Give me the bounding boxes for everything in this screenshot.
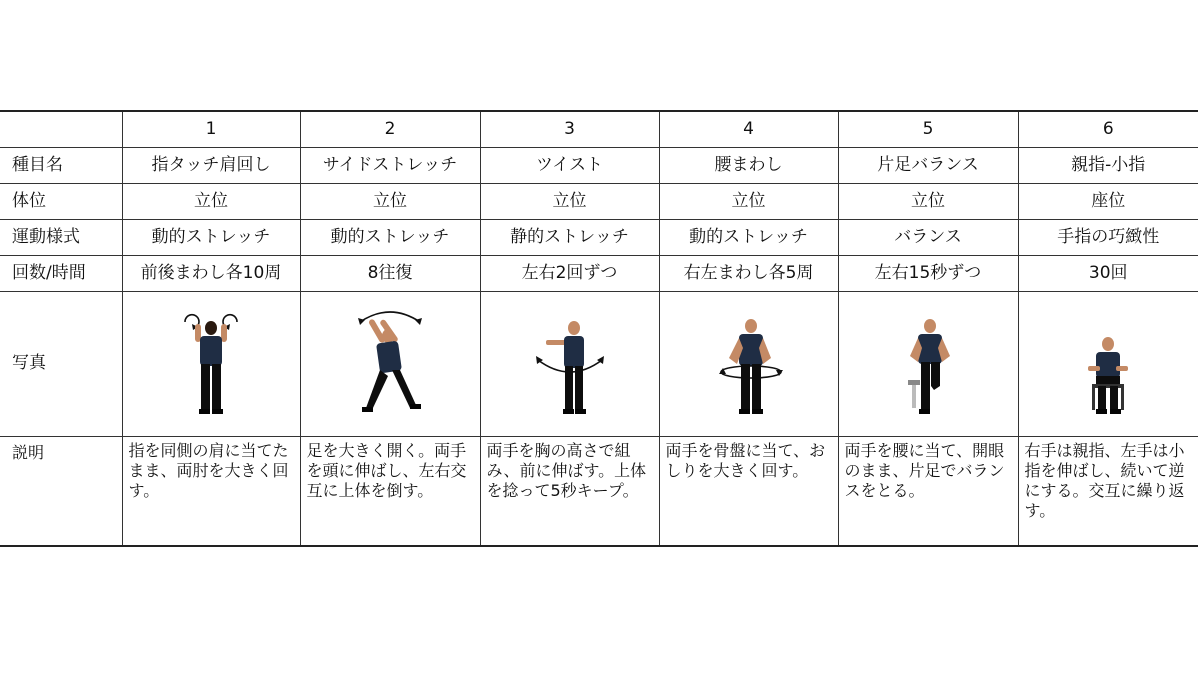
table-cell: 動的ストレッチ (122, 220, 300, 256)
header-corner-cell (0, 111, 122, 148)
description-cell: 両手を骨盤に当て、おしりを大きく回す。 (659, 437, 838, 547)
table-cell: 右左まわし各5周 (659, 256, 838, 292)
table-cell: 立位 (300, 184, 480, 220)
description-cell: 両手を胸の高さで組み、前に伸ばす。上体を捻って5秒キープ。 (480, 437, 659, 547)
table-cell: ツイスト (480, 148, 659, 184)
row-label: 説明 (0, 437, 122, 547)
description-cell: 両手を腰に当て、開眼のまま、片足でバランスをとる。 (838, 437, 1018, 547)
twist-figure-icon (520, 304, 620, 424)
description-cell: 指を同側の肩に当てたまま、両肘を大きく回す。 (122, 437, 300, 547)
header-col-1: 1 (122, 111, 300, 148)
table-cell: サイドストレッチ (300, 148, 480, 184)
photo-cell (838, 292, 1018, 437)
table-cell: 左右2回ずつ (480, 256, 659, 292)
table-cell: 腰まわし (659, 148, 838, 184)
hip-circle-figure-icon (699, 304, 799, 424)
header-col-3: 3 (480, 111, 659, 148)
header-col-4: 4 (659, 111, 838, 148)
table-row-description (0, 437, 1198, 547)
table-cell: 動的ストレッチ (300, 220, 480, 256)
table-row-posture (0, 184, 1198, 220)
header-col-2: 2 (300, 111, 480, 148)
one-leg-balance-figure-icon (878, 304, 978, 424)
row-label: 写真 (0, 292, 122, 437)
table-row-exercise-name (0, 148, 1198, 184)
header-row (0, 111, 1198, 148)
description-cell: 右手は親指、左手は小指を伸ばし、続いて逆にする。交互に繰り返す。 (1018, 437, 1198, 547)
table-cell: 片足バランス (838, 148, 1018, 184)
table-cell: 動的ストレッチ (659, 220, 838, 256)
row-label: 体位 (0, 184, 122, 220)
table-row-photo (0, 292, 1198, 437)
exercise-table (0, 110, 1198, 547)
table-cell: 立位 (480, 184, 659, 220)
table-cell: 立位 (659, 184, 838, 220)
table-row-exercise-type (0, 220, 1198, 256)
table-cell: バランス (838, 220, 1018, 256)
table-cell: 静的ストレッチ (480, 220, 659, 256)
header-col-6: 6 (1018, 111, 1198, 148)
table-cell: 立位 (838, 184, 1018, 220)
description-cell: 足を大きく開く。両手を頭に伸ばし、左右交互に上体を倒す。 (300, 437, 480, 547)
table-cell: 30回 (1018, 256, 1198, 292)
row-label: 運動様式 (0, 220, 122, 256)
table-cell: 指タッチ肩回し (122, 148, 300, 184)
seated-finger-figure-icon (1058, 304, 1158, 424)
side-stretch-figure-icon (340, 304, 440, 424)
table-cell: 立位 (122, 184, 300, 220)
photo-cell (659, 292, 838, 437)
table-cell: 左右15秒ずつ (838, 256, 1018, 292)
row-label: 回数/時間 (0, 256, 122, 292)
table-cell: 前後まわし各10周 (122, 256, 300, 292)
photo-cell (480, 292, 659, 437)
header-col-5: 5 (838, 111, 1018, 148)
photo-cell (122, 292, 300, 437)
row-label: 種目名 (0, 148, 122, 184)
table-cell: 8往復 (300, 256, 480, 292)
table-row-reps-time (0, 256, 1198, 292)
shoulder-roll-figure-icon (171, 304, 251, 424)
table-cell: 親指-小指 (1018, 148, 1198, 184)
photo-cell (300, 292, 480, 437)
table-cell: 手指の巧緻性 (1018, 220, 1198, 256)
exercise-table-container (0, 110, 1198, 547)
table-cell: 座位 (1018, 184, 1198, 220)
photo-cell (1018, 292, 1198, 437)
